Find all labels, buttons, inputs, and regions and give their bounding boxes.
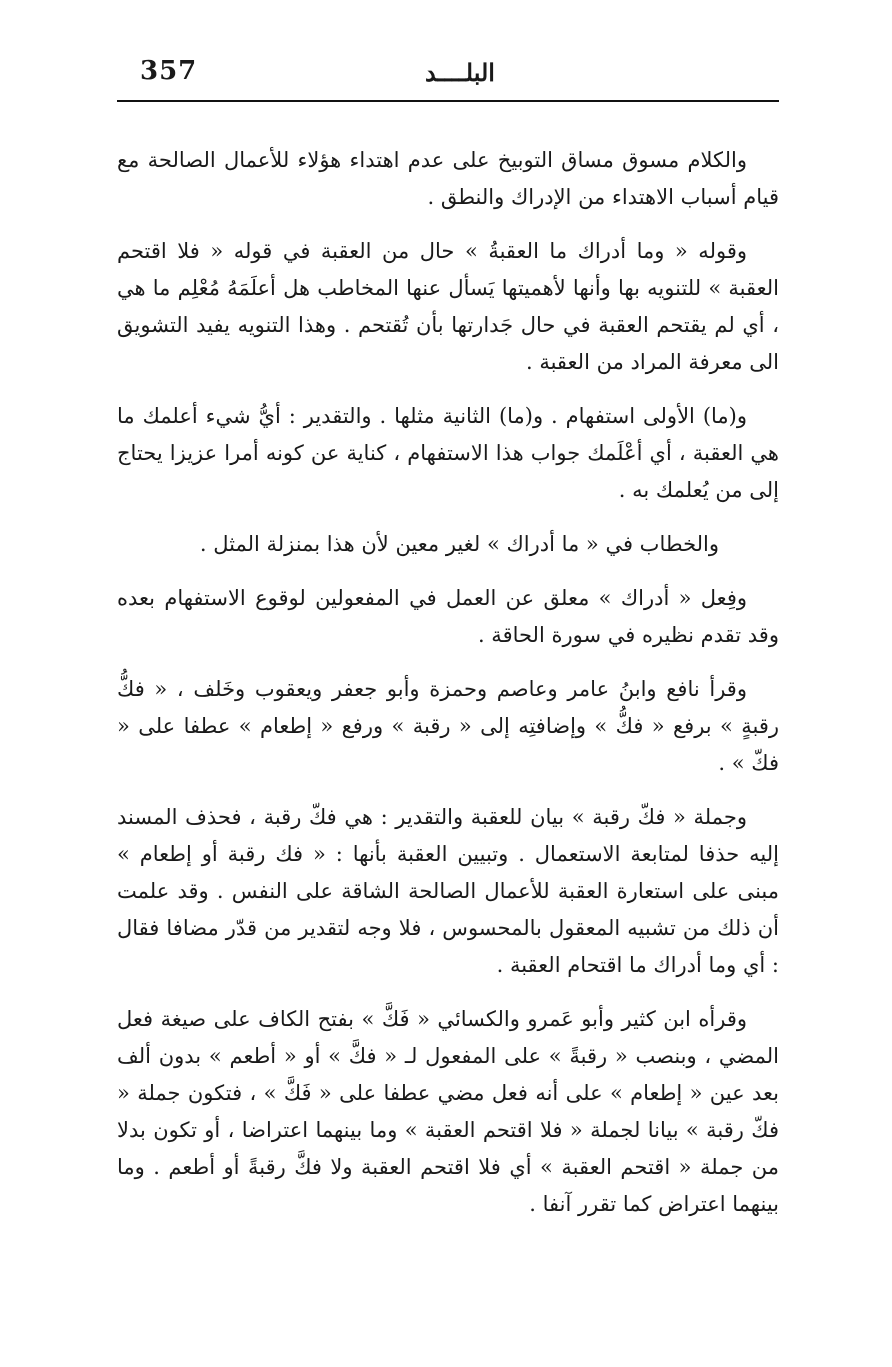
page-number: 357 bbox=[140, 56, 198, 86]
paragraph-6: وقرأ نافع وابنُ عامر وعاصم وحمزة وأبو جعفر ويعقوب وخَلف ، « فكُّ رقبةٍ » برفع « فكُّ » وإضافتِه إلى « رقبة » ورفع « إطعام » عطفا على « فكّ » . bbox=[117, 677, 779, 775]
page-body bbox=[117, 142, 779, 1240]
paragraph-1: والكلام مسوق مساق التوبيخ على عدم اهتداء هؤلاء للأعمال الصالحة مع قيام أسباب الاهتداء من الإدراك والنطق . bbox=[117, 148, 779, 209]
paragraph-3: و(ما) الأولى استفهام . و(ما) الثانية مثلها . والتقدير : أيُّ شيء أعلمك ما هي العقبة ، أي أعْلَمك جواب هذا الاستفهام ، كناية عن كونه أمرا عزيزا يحتاج إلى من يُعلمك به . bbox=[117, 404, 779, 502]
paragraph-2: وقوله « وما أدراك ما العقبةُ » حال من العقبة في قوله « فلا اقتحم العقبة » للتنويه بها وأنها لأهميتها يَسأل عنها المخاطب هل أعلَمَهُ مُعْلِم ما هي ، أي لم يقتحم العقبة في حال جَدارتها بأن تُقتحم . وهذا التنويه يفيد التشويق الى معرفة المراد من العقبة . bbox=[117, 239, 779, 374]
paragraph-8: وقرأه ابن كثير وأبو عَمرو والكسائي « فَكَّ » بفتح الكاف على صيغة فعل المضي ، وبنصب « رقبةً » على المفعول لـ « فكَّ » أو « أطعم » بدون ألف بعد عين « إطعام » على أنه فعل مضي عطفا على « فَكَّ » ، فتكون جملة « فكّ رقبة » بيانا لجملة « فلا اقتحم العقبة » وما بينهما اعتراضا ، أو تكون بدلا من جملة « اقتحم العقبة » أي فلا اقتحم العقبة ولا فكَّ رقبةً أو أطعم . وما بينهما اعتراض كما تقرر آنفا . bbox=[117, 1007, 779, 1216]
header-divider bbox=[117, 100, 779, 102]
paragraph-4: والخطاب في « ما أدراك » لغير معين لأن هذا بمنزلة المثل . bbox=[199, 532, 719, 556]
paragraph-7: وجملة « فكّ رقبة » بيان للعقبة والتقدير : هي فكّ رقبة ، فحذف المسند إليه حذفا لمتابعة الاستعمال . وتبيين العقبة بأنها : « فك رقبة أو إطعام » مبنى على استعارة العقبة للأعمال الصالحة الشاقة على النفس . وقد علمت أن ذلك من تشبيه المعقول بالمحسوس ، فلا وجه لتقدير من قدّر مضافا فقال : أي وما أدراك ما اقتحام العقبة . bbox=[117, 805, 779, 977]
running-title: البلــــد bbox=[425, 58, 495, 87]
paragraph-5: وفِعل « أدراك » معلق عن العمل في المفعولين لوقوع الاستفهام بعده وقد تقدم نظيره في سورة الحاقة . bbox=[117, 586, 779, 647]
